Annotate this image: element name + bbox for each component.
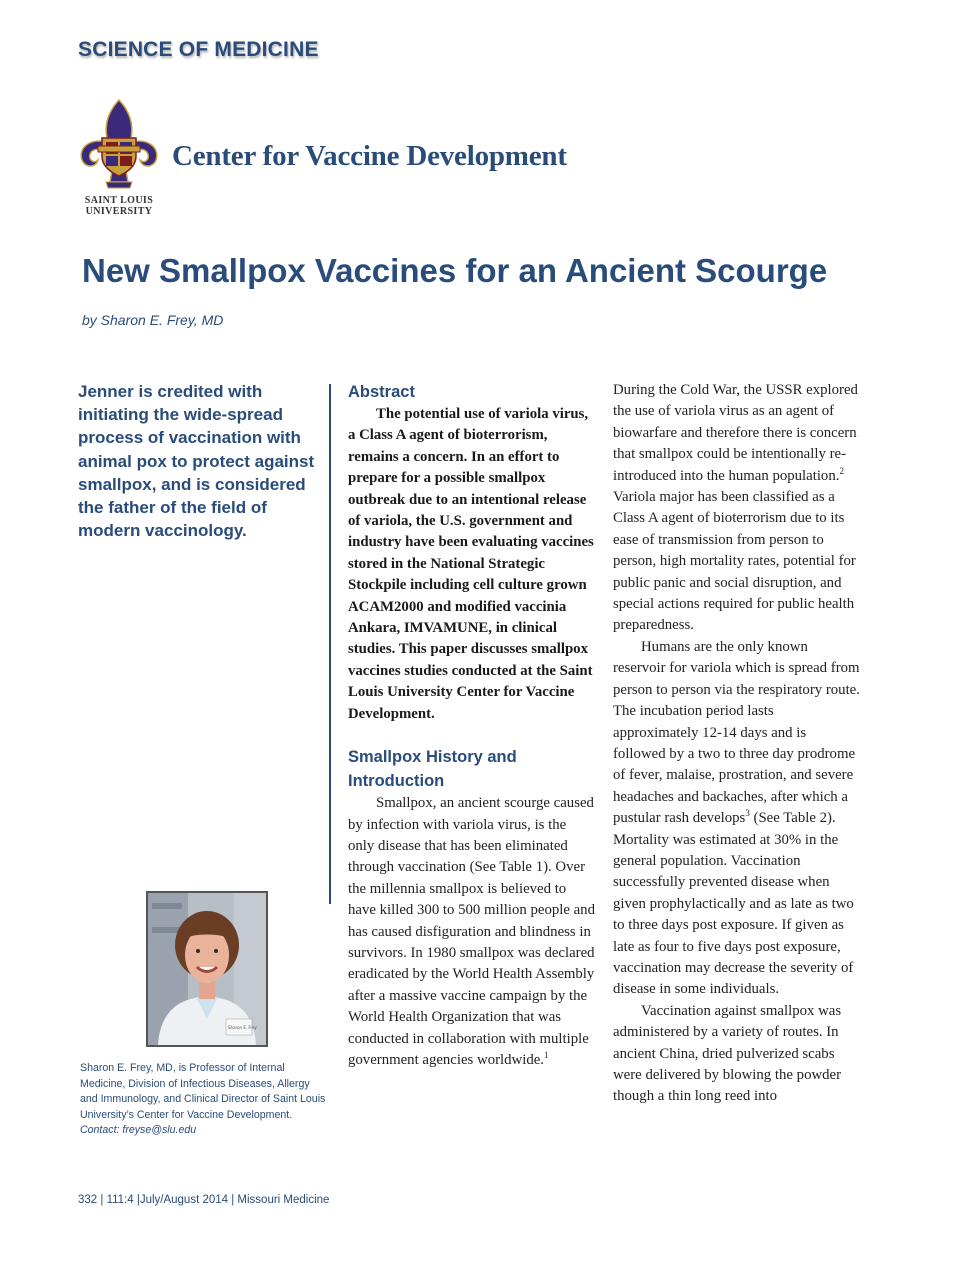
author-portrait-image <box>148 893 266 1045</box>
history-paragraph <box>348 793 596 1071</box>
transmission-paragraph <box>613 637 861 1001</box>
transmission-text-b: (See Table 2). Mortality was estimated at 30% in the general population. Vaccination successfully prevented disease when given prophylactically and as late as two to three days post exposure. If given as late as four to five days post exposure, vaccination may decrease the severity of disease in some individuals. <box>613 810 854 998</box>
reference-2[interactable]: 2 <box>839 465 844 476</box>
center-name: Center for Vaccine Development <box>172 140 567 172</box>
cold-war-text-a: During the Cold War, the USSR explored the use of variola virus as an agent of biowarfare and therefore there is concern that smallpox could be intentionally re-introduced into the human population. <box>613 382 858 484</box>
abstract-heading: Abstract <box>348 383 415 401</box>
reference-3[interactable]: 3 <box>745 808 750 819</box>
author-photo <box>146 891 268 1047</box>
fleur-de-lis-icon <box>76 98 162 194</box>
section-header: SCIENCE OF MEDICINE <box>78 38 319 61</box>
history-paragraph-text: Smallpox, an ancient scourge caused by infection with variola virus, is the only disease that has been eliminated through vaccination (See Table 1). Over the millennia smallpox is believed to have killed 300 to 500 million people and has caused disfiguration and blindness in survivors. In 1980 smallpox was declared eradicated by the World Health Assembly after a massive vaccine campaign by the World Health Organization that was conducted in collaboration with multiple government agencies worldwide. <box>348 795 595 1068</box>
cold-war-paragraph <box>613 380 861 637</box>
article-column-2 <box>348 380 596 1071</box>
author-bio <box>80 1061 330 1139</box>
name-tag-text: Sharon E. Frey <box>228 1025 257 1030</box>
author-contact: Contact: freyse@slu.edu <box>80 1124 197 1137</box>
history-heading: Smallpox History and Introduction <box>348 748 517 791</box>
column-divider <box>329 384 331 904</box>
abstract-text: The potential use of variola virus, a Class A agent of bioterrorism, remains a concern. In an effort to prepare for a possible smallpox outbreak due to an intentional release of variola, the U.S. government and industry have been evaluating vaccines stored in the National Strategic Stockpile including cell culture grown ACAM2000 and modified vaccinia Ankara, IMVAMUNE, in clinical studies. This paper discusses smallpox vaccines studies conducted at the Saint Louis University Center for Vaccine Development. <box>348 406 594 722</box>
page-footer: 332 | 111:4 |July/August 2014 | Missouri Medicine <box>78 1194 330 1206</box>
byline: by Sharon E. Frey, MD <box>82 312 224 328</box>
transmission-text-a: Humans are the only known reservoir for variola which is spread from person to person via the respiratory route. The incubation period lasts approximately 12-14 days and is followed by a two to three day prodrome of fever, malaise, prostration, and severe headaches and backaches, after which a pustular rash develops <box>613 638 860 827</box>
author-bio-text: Sharon E. Frey, MD, is Professor of Internal Medicine, Division of Infectious Diseases, Allergy and Immunology, and Clinical Director of Saint Louis University’s Center for Vaccine Development. <box>80 1062 326 1121</box>
university-name: SAINT LOUIS UNIVERSITY <box>84 195 154 217</box>
reference-1[interactable]: 1 <box>544 1050 549 1061</box>
cold-war-text-b: Variola major has been classified as a Class A agent of bioterrorism due to its ease of transmission from person to person, high mortality rates, potential for public panic and social disruption, and special actions required for public health preparedness. <box>613 489 856 634</box>
article-title: New Smallpox Vaccines for an Ancient Scourge <box>82 252 828 289</box>
university-logo <box>76 98 162 218</box>
article-column-3 <box>613 380 861 1108</box>
pull-quote: Jenner is credited with initiating the wide-spread process of vaccination with animal pox to protect against smallpox, and is considered the father of the field of modern vaccinology. <box>78 382 315 541</box>
vaccination-routes-paragraph: Vaccination against smallpox was administered by a variety of routes. In ancient China, dried pulverized scabs were delivered by blowing the powder though a thin long reed into <box>613 1002 842 1105</box>
